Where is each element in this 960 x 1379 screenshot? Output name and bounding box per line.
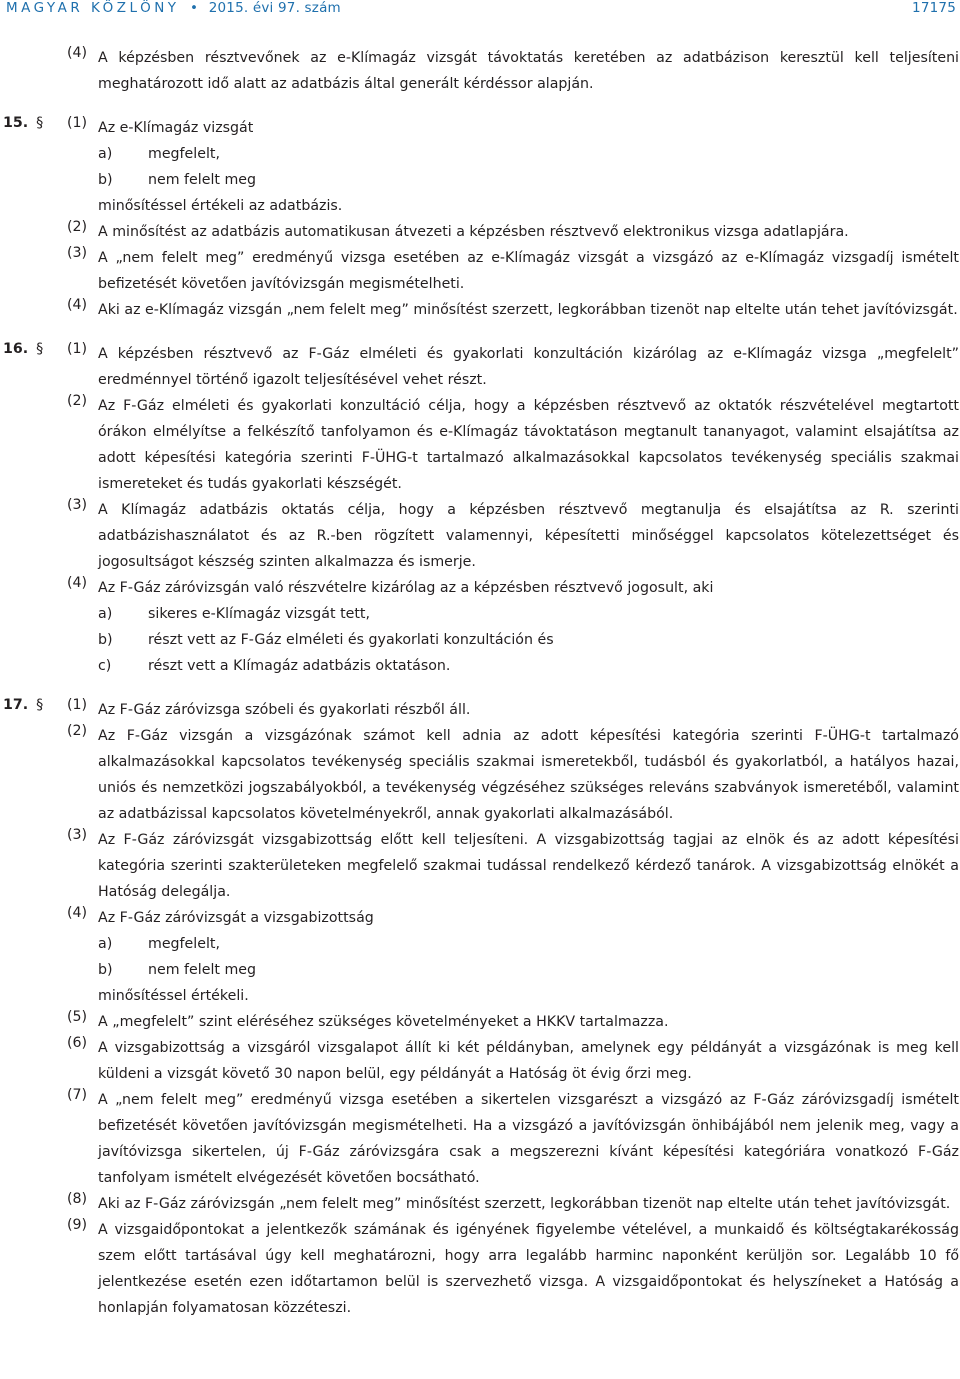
- paragraph-text: Az F-Gáz záróvizsgán való részvételre kizárólag az a képzésben résztvevő jogosult, aki: [98, 580, 714, 596]
- paragraph-number: (2): [67, 723, 88, 739]
- paragraph-number: (2): [67, 219, 88, 235]
- paragraph-number: (4): [67, 575, 88, 591]
- paragraph: [0, 115, 960, 141]
- paragraph-text: A „nem felelt meg” eredményű vizsga esetében a sikertelen vizsgarészt a vizsgázó az F-Gáz záróvizsgadíj ismételt befizetését követően javítóvizsgán megismételheti. Ha a vizsgázó a javítóvizsgán önhibájából nem jelenik meg, vagy a javítóvizsga sikertelen, új F-Gáz záróvizsgára csak a megszerezni kívánt képesítési kategóriára vonatkozó F-Gáz tanfolyam ismételt elvégezését követően bocsátható.: [98, 1092, 959, 1186]
- list-item: [0, 653, 960, 679]
- paragraph-text: A képzésben résztvevő az F-Gáz elméleti és gyakorlati konzultáción kizárólag az e-Klímagáz vizsga „megfelelt” eredménnyel történő igazolt teljesítésével vehet részt.: [98, 346, 959, 388]
- paragraph-text: A vizsgaidőpontokat a jelentkezők számának és igényének figyelembe vételével, a munkaidő és költségtakarékosság szem előtt tartásával úgy kell meghatározni, hogy arra legalább harminc naponként kerüljön sor. Legalább 10 fő jelentkezése esetén ezen időtartamon belül is szervezhető vizsga. A vizsgaidőpontokat és helyszíneket a Hatóság a honlapján folyamatosan közzéteszi.: [98, 1222, 959, 1316]
- list-item-label: a): [98, 936, 113, 952]
- list-item-label: b): [98, 172, 113, 188]
- list-item-label: a): [98, 146, 113, 162]
- paragraph: [0, 697, 960, 723]
- paragraph-text: Az F-Gáz vizsgán a vizsgázónak számot kell adnia az adott képesítési kategória szerinti F-ÜHG-t tartalmazó alkalmazásokkal kapcsolatos tevékenység speciális szakmai ismeretekből, tudásból és gyakorlatból, a hatályos hazai, uniós és nemzetközi jogszabályokból, a tevékenység végzéséhez szükséges releváns szabványok ismeretéből, valamint az adatbázissal kapcsolatos követelményekről, annak gyakorlati alkalmazásából.: [98, 728, 959, 822]
- paragraph: [0, 341, 960, 393]
- paragraph: [0, 1217, 960, 1321]
- list-item: [0, 957, 960, 983]
- paragraph-number: (7): [67, 1087, 88, 1103]
- page-number: 17175: [912, 0, 956, 16]
- header-left: [6, 0, 341, 16]
- paragraph-number: (4): [67, 297, 88, 313]
- paragraph-text: A vizsgabizottság a vizsgáról vizsgalapot állít ki két példányban, amelynek egy példányát a vizsgázónak is meg kell küldeni a vizsgát követő 30 napon belül, egy példányát a Hatóság öt évig őrzi meg.: [98, 1040, 959, 1082]
- header-separator: •: [190, 0, 199, 16]
- section-16: [0, 341, 960, 679]
- paragraph: [0, 497, 960, 575]
- paragraph: [0, 1191, 960, 1217]
- paragraph-number: (8): [67, 1191, 88, 1207]
- paragraph-number: (1): [67, 697, 88, 713]
- list-item-text: nem felelt meg: [148, 962, 257, 978]
- section-heading: 16. §: [3, 341, 44, 357]
- paragraph-number: (9): [67, 1217, 88, 1233]
- paragraph: [0, 245, 960, 297]
- paragraph-number: (1): [67, 115, 88, 131]
- paragraph-text: A képzésben résztvevőnek az e-Klímagáz vizsgát távoktatás keretében az adatbázison keresztül kell teljesíteni meghatározott idő alatt az adatbázis által generált kérdéssor alapján.: [98, 50, 959, 92]
- list-item-label: c): [98, 658, 112, 674]
- list-item-text: megfelelt,: [148, 146, 220, 162]
- paragraph-number: (3): [67, 827, 88, 843]
- list-item-text: nem felelt meg: [148, 172, 257, 188]
- page-header: [6, 0, 956, 16]
- paragraph-text: Aki az F-Gáz záróvizsgán „nem felelt meg” minősítést szerzett, legkorábban tizenöt nap eltelte után tehet javítóvizsgát.: [98, 1196, 951, 1212]
- paragraph-number: (3): [67, 245, 88, 261]
- section-17: [0, 697, 960, 1321]
- list-item: [0, 167, 960, 193]
- list-item-label: b): [98, 632, 113, 648]
- paragraph: [0, 219, 960, 245]
- paragraph-text: Az F-Gáz záróvizsgát vizsgabizottság előtt kell teljesíteni. A vizsgabizottság tagjai az elnök és az adott képesítési kategória szerinti szakterületeken megfelelő szakmai tudással rendelkező kérdező tanárok. A vizsgabizottság elnökét a Hatóság delegálja.: [98, 832, 959, 900]
- paragraph: [0, 1009, 960, 1035]
- paragraph-text: Az F-Gáz záróvizsgát a vizsgabizottság: [98, 910, 374, 926]
- paragraph: [0, 297, 960, 323]
- publication-title: MAGYAR KÖZLÖNY: [6, 0, 180, 16]
- paragraph: [0, 45, 960, 97]
- list-item-text: részt vett az F-Gáz elméleti és gyakorlati konzultáción és: [148, 632, 554, 648]
- paragraph-number: (6): [67, 1035, 88, 1051]
- paragraph: [0, 393, 960, 497]
- paragraph: [0, 905, 960, 931]
- paragraph: [0, 575, 960, 601]
- list-item: [0, 601, 960, 627]
- issue-number: 2015. évi 97. szám: [208, 0, 341, 16]
- paragraph-tail: minősítéssel értékeli az adatbázis.: [98, 198, 343, 214]
- paragraph: [0, 1035, 960, 1087]
- paragraph: [0, 1087, 960, 1191]
- paragraph-text: A Klímagáz adatbázis oktatás célja, hogy a képzésben résztvevő megtanulja és elsajátítsa az R. szerinti adatbázishasználatot és az R.-ben rögzített valamennyi, képesítetti minőséggel kapcsolatos kötelezettséget és jogosultságot készség szinten alkalmazza és ismerje.: [98, 502, 959, 570]
- list-item-text: részt vett a Klímagáz adatbázis oktatáson.: [148, 658, 451, 674]
- paragraph-text: A „nem felelt meg” eredményű vizsga esetében az e-Klímagáz vizsgát a vizsgázó az e-Klímagáz vizsgadíj ismételt befizetését követően javítóvizsgán megismételheti.: [98, 250, 959, 292]
- paragraph-number: (5): [67, 1009, 88, 1025]
- list-item: [0, 627, 960, 653]
- list-item-text: megfelelt,: [148, 936, 220, 952]
- list-item: [0, 141, 960, 167]
- paragraph-text: A minősítést az adatbázis automatikusan átvezeti a képzésben résztvevő elektronikus vizsga adatlapjára.: [98, 224, 849, 240]
- paragraph: [0, 827, 960, 905]
- section-15: [0, 115, 960, 323]
- paragraph-text: Aki az e-Klímagáz vizsgán „nem felelt meg” minősítést szerzett, legkorábban tizenöt nap eltelte után tehet javítóvizsgát.: [98, 302, 958, 318]
- paragraph-number: (3): [67, 497, 88, 513]
- list-item: [0, 931, 960, 957]
- paragraph-text: Az e-Klímagáz vizsgát: [98, 120, 254, 136]
- section-heading: 15. §: [3, 115, 44, 131]
- paragraph-number: (4): [67, 905, 88, 921]
- list-item-text: sikeres e-Klímagáz vizsgát tett,: [148, 606, 371, 622]
- paragraph-number: (4): [67, 45, 88, 61]
- list-item-label: b): [98, 962, 113, 978]
- document-body: [0, 45, 960, 1321]
- paragraph-text: Az F-Gáz elméleti és gyakorlati konzultáció célja, hogy a képzésben résztvevő az oktatók részvételével megtartott órákon elmélyítse a felkészítő tanfolyamon és e-Klímagáz távoktatáson megtanult tananyagot, valamint elsajátítsa az adott képesítési kategória szerinti F-ÜHG-t tartalmazó alkalmazásokkal kapcsolatos tevékenység speciális szakmai ismereteket és tudás gyakorlati készségét.: [98, 398, 959, 492]
- section-heading: 17. §: [3, 697, 44, 713]
- paragraph-text: A „megfelelt” szint eléréséhez szükséges követelményeket a HKKV tartalmazza.: [98, 1014, 669, 1030]
- paragraph: [0, 723, 960, 827]
- paragraph-number: (2): [67, 393, 88, 409]
- paragraph-text: Az F-Gáz záróvizsga szóbeli és gyakorlati részből áll.: [98, 702, 471, 718]
- list-item-label: a): [98, 606, 113, 622]
- paragraph-tail: minősítéssel értékeli.: [98, 988, 249, 1004]
- paragraph-number: (1): [67, 341, 88, 357]
